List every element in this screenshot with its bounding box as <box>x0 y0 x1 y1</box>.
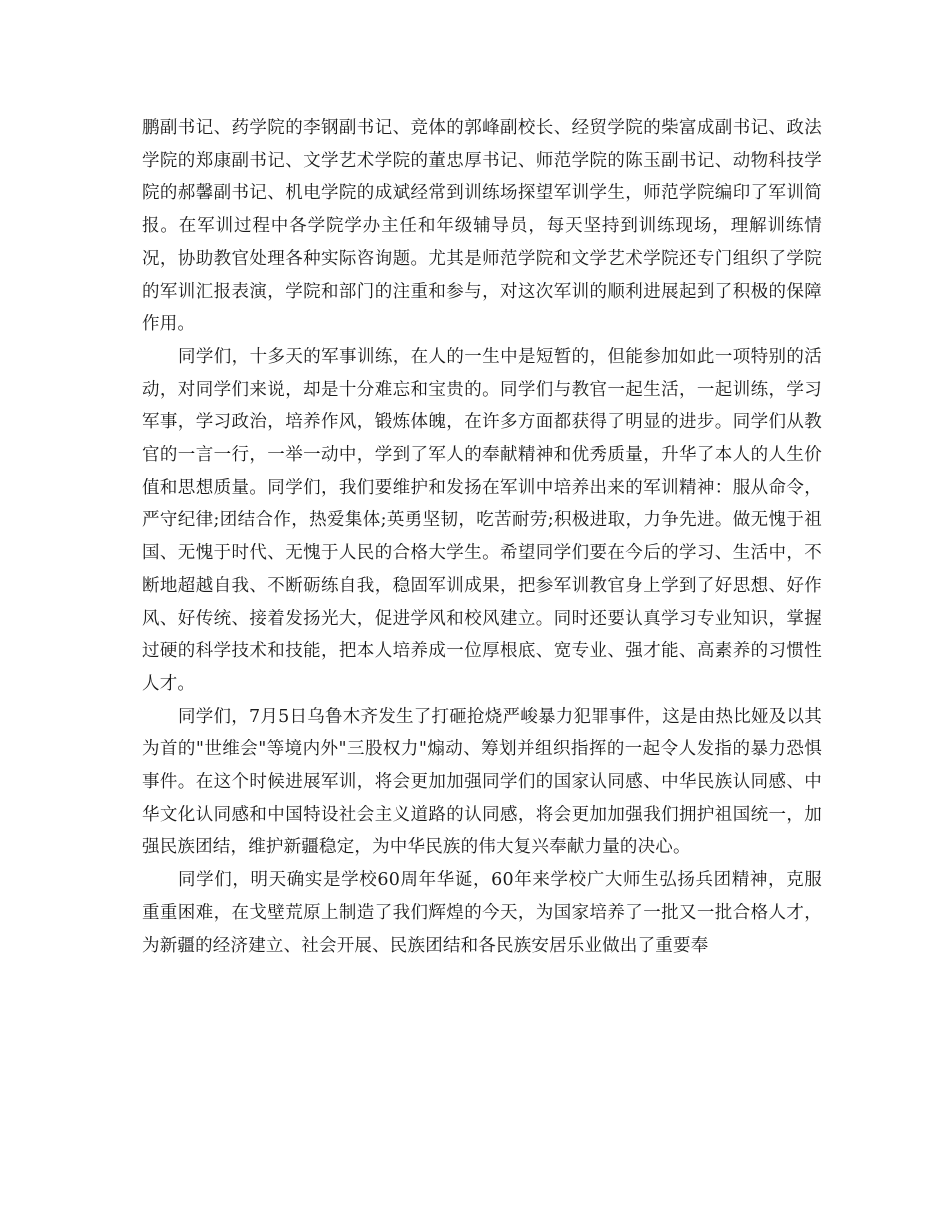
paragraph-3: 同学们，7月5日乌鲁木齐发生了打砸抢烧严峻暴力犯罪事件，这是由热比娅及以其为首的"世维会"等境内外"三股权力"煽动、筹划并组织指挥的一起令人发指的暴力恐惧事件。在这个时候进展军训，将会更加加强同学们的国家认同感、中华民族认同感、中华文化认同感和中国特设社会主义道路的认同感，将会更加加强我们拥护祖国统一，加强民族团结，维护新疆稳定，为中华民族的伟大复兴奉献力量的决心。 <box>142 706 822 858</box>
paragraph-1: 鹏副书记、药学院的李钢副书记、竞体的郭峰副校长、经贸学院的柴富成副书记、政法学院的郑康副书记、文学艺术学院的董忠厚书记、师范学院的陈玉副书记、动物科技学院的郝馨副书记、机电学院的成斌经常到训练场探望军训学生，师范学院编印了军训简报。在军训过程中各学院学办主任和年级辅导员，每天坚持到训练现场，理解训练情况，协助教官处理各种实际咨询题。尤其是师范学院和文学艺术学院还专门组织了学院的军训汇报表演，学院和部门的注重和参与，对这次军训的顺利进展起到了积极的保障作用。 <box>142 118 822 335</box>
paragraph-2: 同学们，十多天的军事训练，在人的一生中是短暂的，但能参加如此一项特别的活动，对同学们来说，却是十分难忘和宝贵的。同学们与教官一起生活，一起训练，学习军事，学习政治，培养作风，锻炼体魄，在许多方面都获得了明显的进步。同学们从教官的一言一行，一举一动中，学到了军人的奉献精神和优秀质量，升华了本人的人生价值和思想质量。同学们，我们要维护和发扬在军训中培养出来的军训精神：服从命令，严守纪律;团结合作，热爱集体;英勇坚韧，吃苦耐劳;积极进取，力争先进。做无愧于祖国、无愧于时代、无愧于人民的合格大学生。希望同学们要在今后的学习、生活中，不断地超越自我、不断砺练自我，稳固军训成果，把参军训教官身上学到了好思想、好作风、好传统、接着发扬光大，促进学风和校风建立。同时还要认真学习专业知识，掌握过硬的科学技术和技能，把本人培养成一位厚根底、宽专业、强才能、高素养的习惯性人才。 <box>142 346 822 694</box>
document-body <box>142 112 822 962</box>
paragraph-4: 同学们，明天确实是学校60周年华诞，60年来学校广大师生弘扬兵团精神，克服重重困难，在戈壁荒原上制造了我们辉煌的今天，为国家培养了一批又一批合格人才，为新疆的经济建立、社会开展、民族团结和各民族安居乐业做出了重要奉 <box>142 870 822 956</box>
